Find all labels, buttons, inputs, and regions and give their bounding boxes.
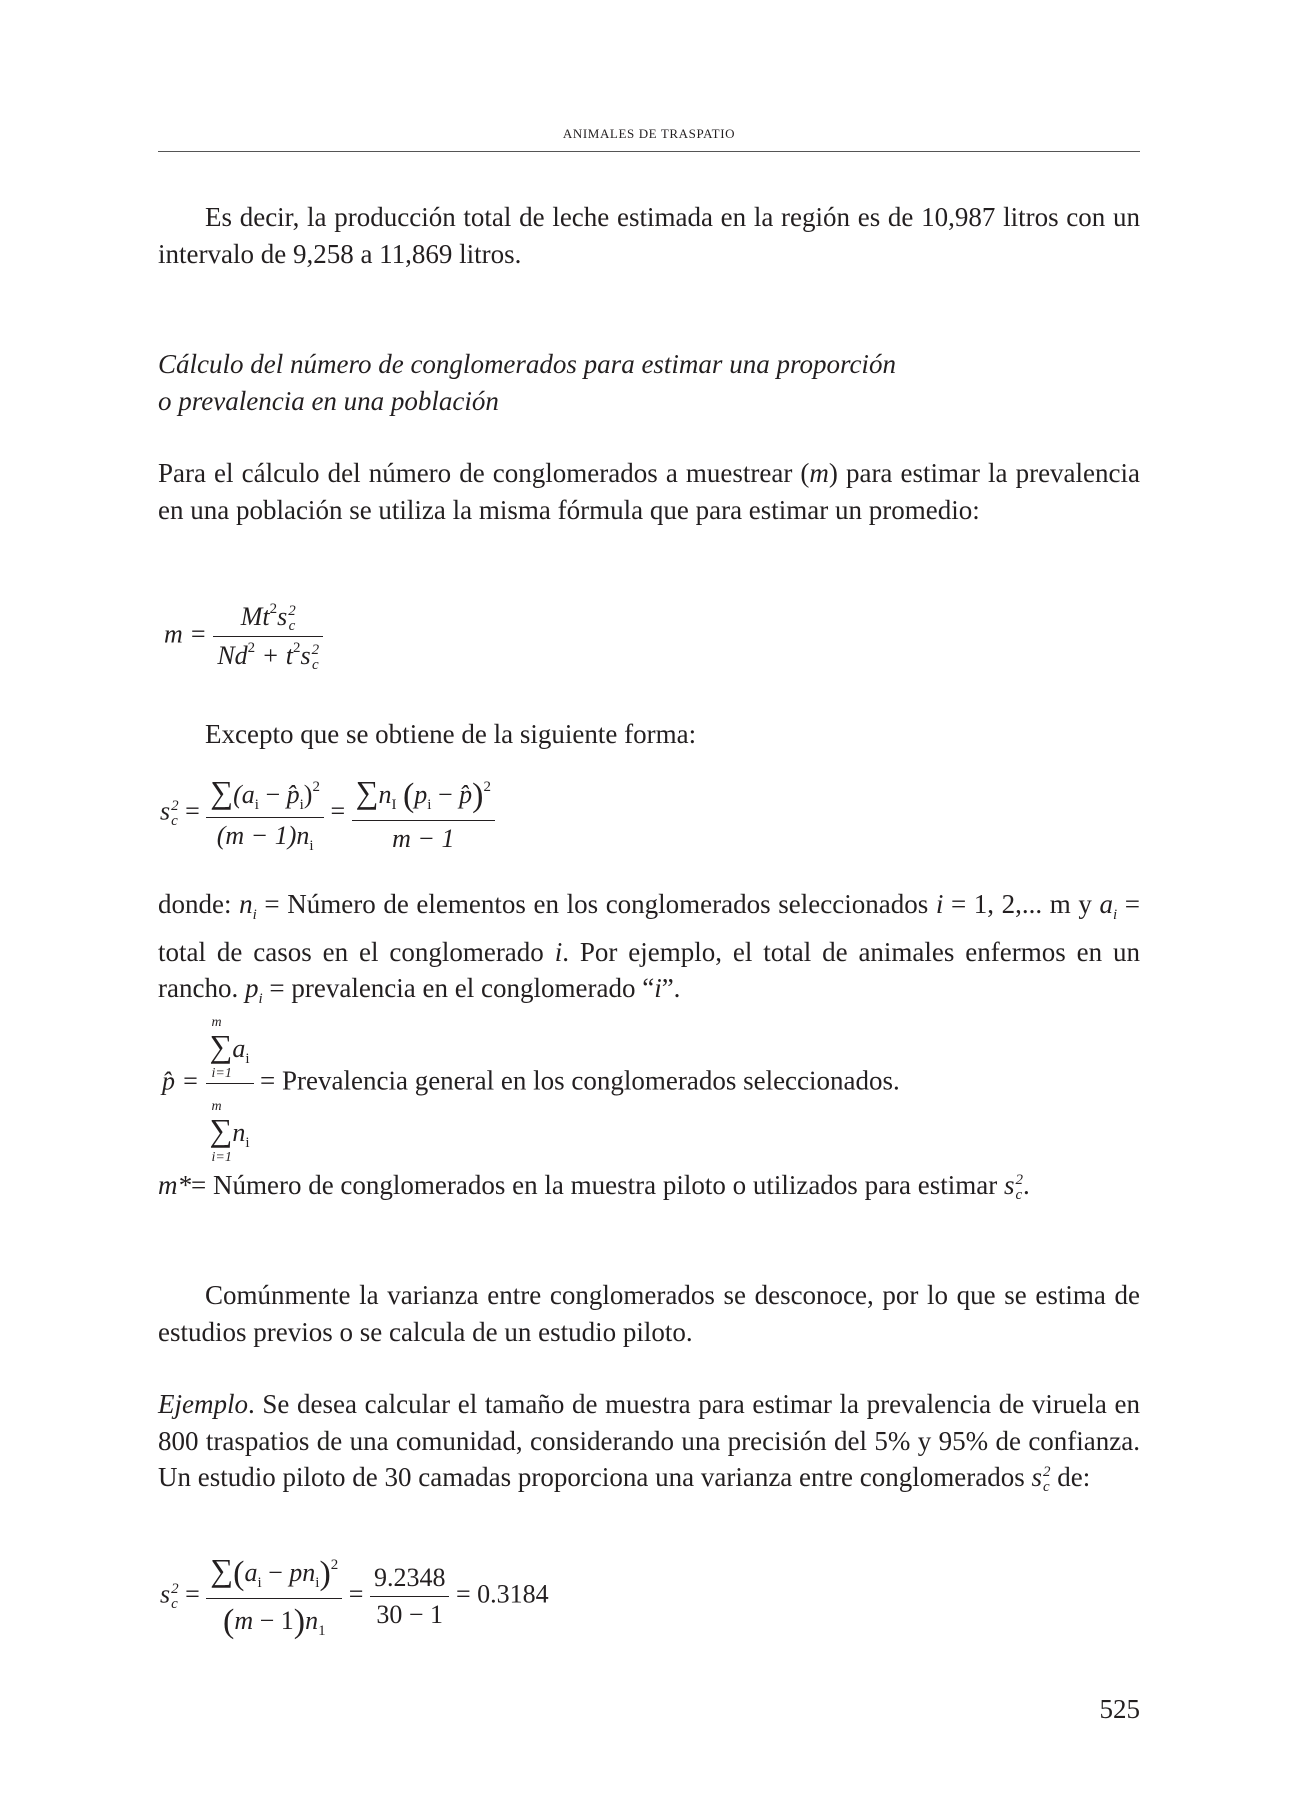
denominator: m − 1: [392, 823, 455, 853]
text: de:: [1050, 1462, 1091, 1492]
text: = total de casos en el conglomerado: [158, 889, 1140, 967]
upper-limit: m: [211, 1015, 222, 1030]
text: ”.: [661, 973, 681, 1003]
formula-p-hat: [162, 1002, 900, 1165]
pn-term: pn: [289, 1558, 316, 1587]
fraction: m $\sum a_i$ i=1 m $\sum n_i$ i=1: [206, 1002, 254, 1165]
text: donde:: [158, 889, 240, 919]
text: = prevalencia en el conglomerado “: [262, 973, 655, 1003]
formula-example: s 2 c = $\frac{\sum(a_i - pn_i)^2}{(m - 1)n_1}$ = $\frac{9.2348}{30 - 1}$ = 0.3184: [160, 1550, 549, 1643]
example-label: Ejemplo: [158, 1389, 248, 1419]
section-heading-line1: Cálculo del número de conglomerados para estimar una proporción: [158, 349, 896, 379]
result: = 0.3184: [455, 1579, 549, 1609]
lower-limit: i=1: [211, 1066, 232, 1081]
text: = Número de conglomerados en la muestra piloto o utilizados para estimar: [191, 1170, 1004, 1200]
fraction-2: [370, 1562, 450, 1632]
text: ) para estimar la prevalencia en una población se utiliza la misma fórmula que para estimar un promedio:: [158, 458, 1140, 525]
numerator: 9.2348: [370, 1562, 450, 1598]
page-number: 525: [1099, 1694, 1140, 1724]
formula-lhs: m =: [164, 619, 207, 649]
denominator-b: + t: [261, 641, 293, 671]
fraction-2: $\frac{\sum n_I (p_i - p̂)^2}{m - 1}$: [352, 772, 495, 855]
var: a: [1099, 889, 1113, 919]
var-m: m: [809, 458, 829, 488]
text: = Número de elementos en los conglomerados seleccionados: [256, 889, 936, 919]
var-mstar: m*: [158, 1170, 191, 1200]
paragraph-conclusion: Es decir, la producción total de leche estimada en la región es de 10,987 litros con un intervalo de 9,258 a 11,869 litros.: [158, 202, 1140, 269]
fraction-1: $\frac{\sum(a_i - p̂_i)^2}{(m - 1)n_i}$: [206, 772, 324, 856]
formula-lhs: p̂ =: [162, 1066, 200, 1096]
formula-sc: s 2 c = $\frac{\sum(a_i - p̂_i)^2}{(m - 1)n_i}$ = $\frac{\sum n_I (p_i - p̂)^2}{m - 1}$: [160, 772, 495, 856]
paragraph-mstar: m*= Número de conglomerados en la muestra piloto o utilizados para estimar s 2 c .: [158, 1170, 1030, 1203]
paragraph-excepto: Excepto que se obtiene de la siguiente forma:: [205, 719, 697, 749]
fraction-1: $\frac{\sum(a_i - pn_i)^2}{(m - 1)n_1}$: [206, 1550, 342, 1643]
p-hat: p̂: [459, 780, 473, 810]
section-heading-line2: o prevalencia en una población: [158, 385, 499, 416]
p-hat-description: = Prevalencia general en los conglomerados seleccionados.: [260, 1065, 900, 1096]
running-header: ANIMALES DE TRASPATIO: [562, 126, 736, 141]
numerator: n: [378, 780, 392, 810]
sub: i: [252, 907, 257, 923]
paragraph-comunmente: Comúnmente la varianza entre conglomerados se desconoce, por lo que se estima de estudios previos o se calcula de un estudio piloto.: [158, 1280, 1140, 1347]
var: i: [554, 936, 563, 967]
text: = 1, 2,... m y: [943, 889, 1100, 919]
text: Para el cálculo del número de conglomerados a muestrear (: [158, 458, 810, 488]
denominator: 30 − 1: [376, 1600, 444, 1629]
var: i: [935, 889, 944, 919]
text: . Por ejemplo, el total de animales enfermos en un rancho.: [158, 936, 1141, 1003]
paragraph-example: Ejemplo. Se desea calcular el tamaño de muestra para estimar la prevalencia de viruela en 800 traspatios de una comunidad, considerando una precisión del 5% y 95% de confianza. Un estudio piloto de 30 camadas proporciona una varianza entre conglomerados s 2 c de:: [158, 1389, 1140, 1495]
text: . Se desea calcular el tamaño de muestra para estimar la prevalencia de viruela en 800 traspatios de una comunidad, considerando una precisión del 5% y 95% de confianza. Un estudio piloto de 30 camadas proporciona una varianza entre conglomerados: [158, 1389, 1140, 1492]
denominator: (m − 1): [216, 820, 297, 850]
var: p: [244, 973, 259, 1003]
denominator-a: Nd: [217, 641, 248, 671]
numerator: Mt: [240, 602, 270, 631]
paragraph-intro: [158, 455, 1140, 528]
sub: 1: [318, 1622, 326, 1639]
numerator: (a: [233, 780, 255, 809]
paragraph-donde: donde: $n_i$ = Número de elementos en los conglomerados seleccionados i = 1, 2,... m y $a_i$ = total de casos en el conglomerado i. Por ejemplo, el total de animales enfermos en un rancho. $p_i$ = prevalencia en el conglomerado “i”.: [158, 889, 1141, 1007]
header-rule: [158, 151, 1140, 152]
formula-m: [164, 600, 323, 673]
section-heading: [158, 346, 1140, 419]
fraction: Mt$^2$s 2 c $Nd^2 + t^2s$ 2 c: [213, 600, 323, 673]
var: i: [654, 973, 662, 1003]
var: n: [239, 889, 253, 919]
